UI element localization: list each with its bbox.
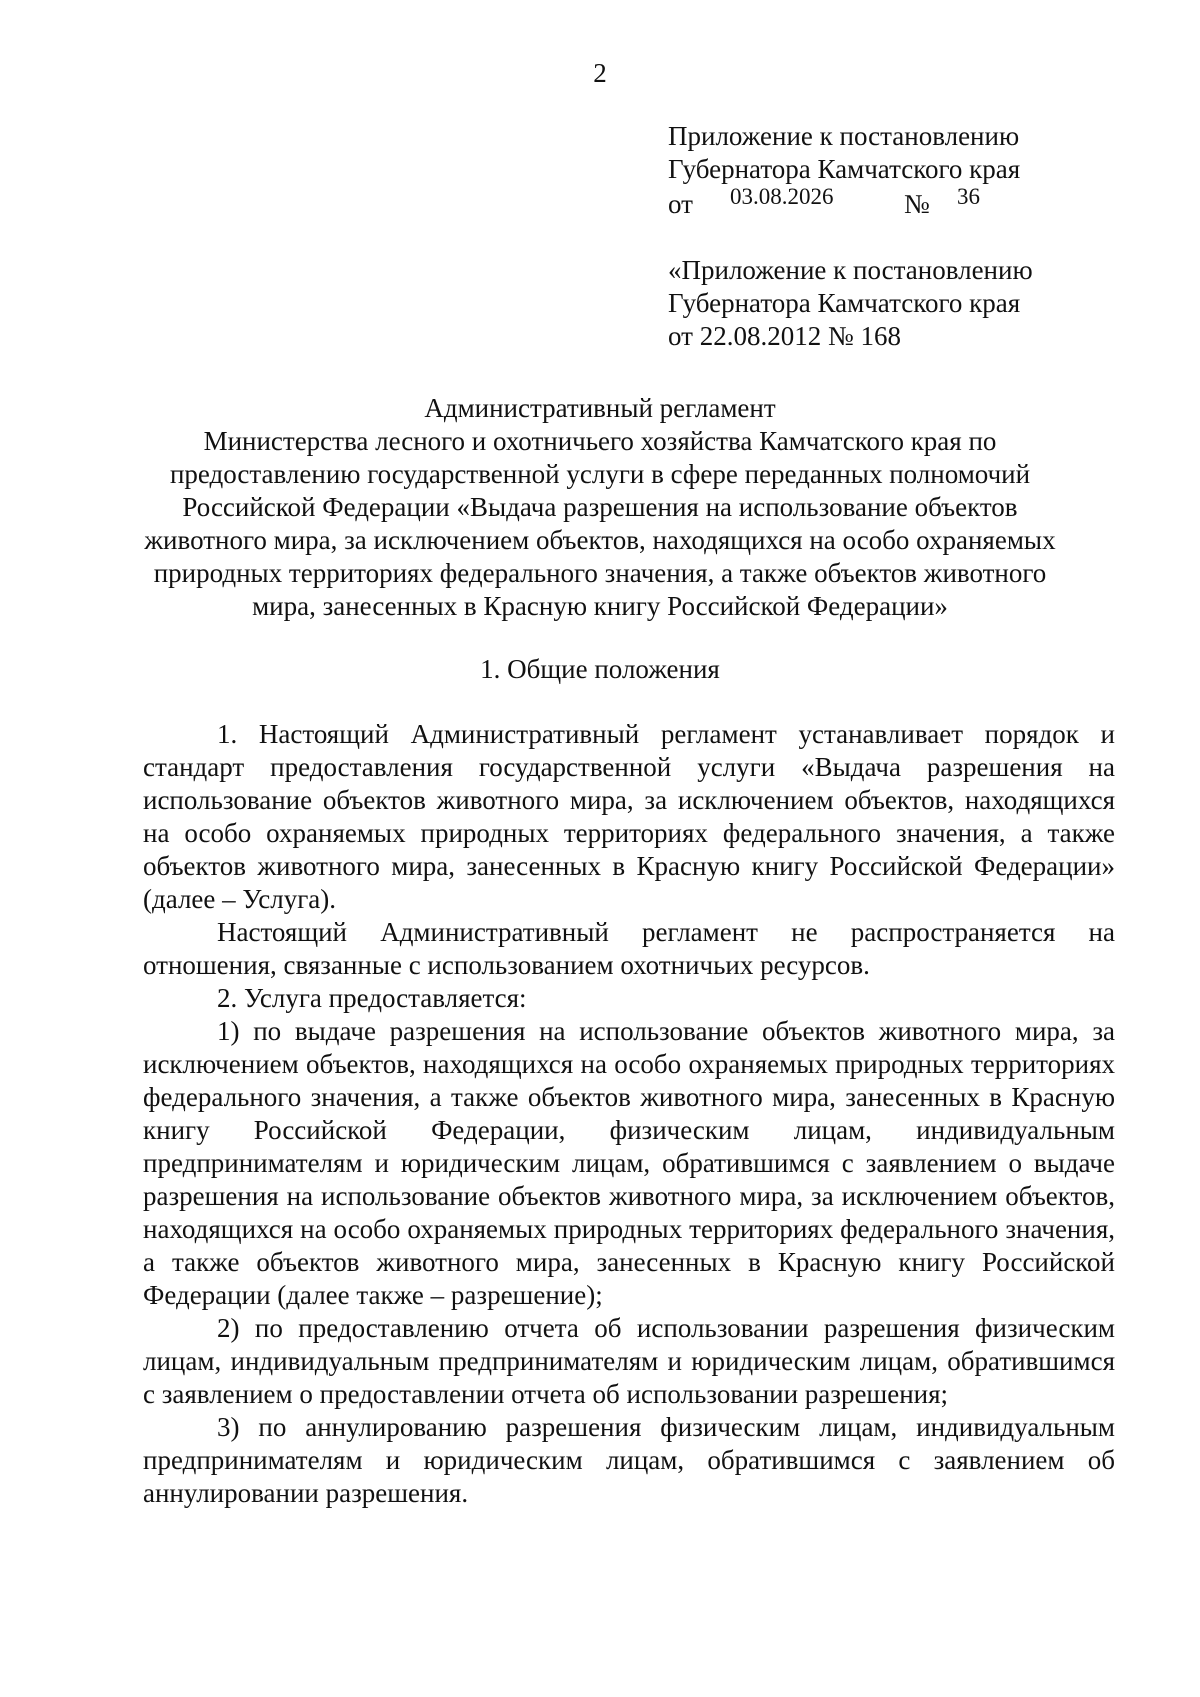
appendix-date-line bbox=[668, 186, 1168, 219]
decree-date: 03.08.2026 bbox=[730, 184, 834, 209]
document-body bbox=[143, 718, 1115, 1510]
title-line: природных территориях федерального значения, а также объектов животного bbox=[153, 558, 1047, 588]
appendix-line: Губернатора Камчатского края bbox=[668, 154, 1021, 184]
paragraph: 1. Настоящий Административный регламент устанавливает порядок и стандарт предоставления государственной услуги «Выдача разрешения на использование объектов животного мира, за исключением объектов, находящихся на особо охраняемых природных территориях федерального значения, а также объектов животного мира, занесенных в Красную книгу Российской Федерации» (далее – Услуга). bbox=[143, 719, 1115, 914]
section-heading: 1. Общие положения bbox=[480, 654, 720, 684]
appendix-line: «Приложение к постановлению bbox=[668, 255, 1033, 285]
from-label: от bbox=[668, 189, 693, 219]
decree-number: 36 bbox=[957, 184, 980, 209]
appendix-line: Приложение к постановлению bbox=[668, 121, 1020, 151]
appendix-header-original bbox=[668, 254, 1168, 353]
title-line: Российской Федерации «Выдача разрешения на использование объектов bbox=[182, 492, 1018, 522]
page-number: 2 bbox=[593, 58, 607, 88]
title-line: предоставлению государственной услуги в сфере переданных полномочий bbox=[169, 459, 1031, 489]
title-line: Министерства лесного и охотничьего хозяйства Камчатского края по bbox=[203, 426, 997, 456]
title-line: Административный регламент bbox=[424, 393, 776, 423]
appendix-header-current bbox=[668, 120, 1168, 219]
paragraph: 2) по предоставлению отчета об использовании разрешения физическим лицам, индивидуальным предпринимателям и юридическим лицам, обратившимся с заявлением о предоставлении отчета об использовании разрешения; bbox=[143, 1313, 1115, 1409]
appendix-line: от 22.08.2012 № 168 bbox=[668, 321, 901, 351]
paragraph: Настоящий Административный регламент не распространяется на отношения, связанные с использованием охотничьих ресурсов. bbox=[143, 917, 1115, 980]
number-sign: № bbox=[904, 189, 930, 219]
document-title bbox=[120, 392, 1080, 623]
paragraph: 1) по выдаче разрешения на использование объектов животного мира, за исключением объектов, находящихся на особо охраняемых природных территориях федерального значения, а также объектов животного мира, занесенных в Красную книгу Российской Федерации, физическим лицам, индивидуальным предпринимателям и юридическим лицам, обратившимся с заявлением о выдаче разрешения на использование объектов животного мира, за исключением объектов, находящихся на особо охраняемых природных территориях федерального значения, а также объектов животного мира, занесенных в Красную книгу Российской Федерации (далее также – разрешение); bbox=[143, 1016, 1115, 1310]
appendix-line: Губернатора Камчатского края bbox=[668, 288, 1021, 318]
title-line: мира, занесенных в Красную книгу Российской Федерации» bbox=[252, 591, 948, 621]
title-line: животного мира, за исключением объектов, находящихся на особо охраняемых bbox=[144, 525, 1056, 555]
paragraph: 3) по аннулированию разрешения физическим лицам, индивидуальным предпринимателям и юридическим лицам, обратившимся с заявлением об аннулировании разрешения. bbox=[143, 1412, 1115, 1508]
paragraph: 2. Услуга предоставляется: bbox=[217, 983, 527, 1013]
